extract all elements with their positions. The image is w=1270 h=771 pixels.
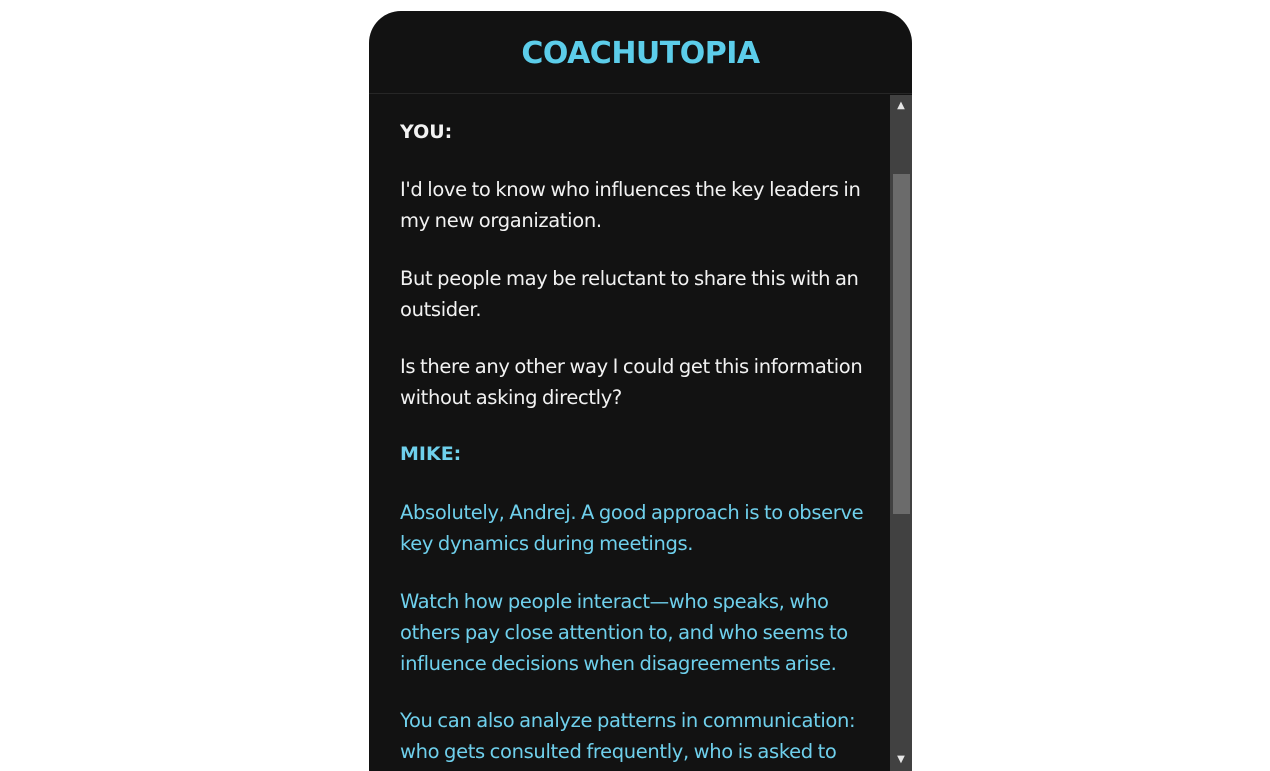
header bbox=[369, 11, 912, 94]
message-you: But people may be reluctant to share this with an outsider. bbox=[400, 267, 859, 321]
scrollbar-thumb[interactable] bbox=[893, 174, 910, 514]
triangle-up-icon[interactable]: ▲ bbox=[897, 100, 905, 111]
conversation-area[interactable] bbox=[400, 95, 880, 771]
app-title: COACHUTOPIA bbox=[521, 36, 760, 71]
message-mike: Absolutely, Andrej. A good approach is to observe key dynamics during meetings. bbox=[400, 501, 864, 555]
message-you: I'd love to know who influences the key leaders in my new organization. bbox=[400, 178, 861, 232]
triangle-down-icon[interactable]: ▼ bbox=[897, 754, 905, 765]
message-mike: You can also analyze patterns in communication: who gets consulted frequently, who is asked to bbox=[400, 709, 856, 763]
message-mike: Watch how people interact—who speaks, who others pay close attention to, and who seems to influence decisions when disagreements arise. bbox=[400, 590, 848, 675]
scrollbar[interactable] bbox=[890, 95, 912, 771]
speaker-label-mike: MIKE: bbox=[400, 443, 462, 465]
speaker-label-you: YOU: bbox=[400, 121, 453, 143]
chat-panel bbox=[369, 11, 912, 771]
message-you: Is there any other way I could get this information without asking directly? bbox=[400, 355, 863, 409]
